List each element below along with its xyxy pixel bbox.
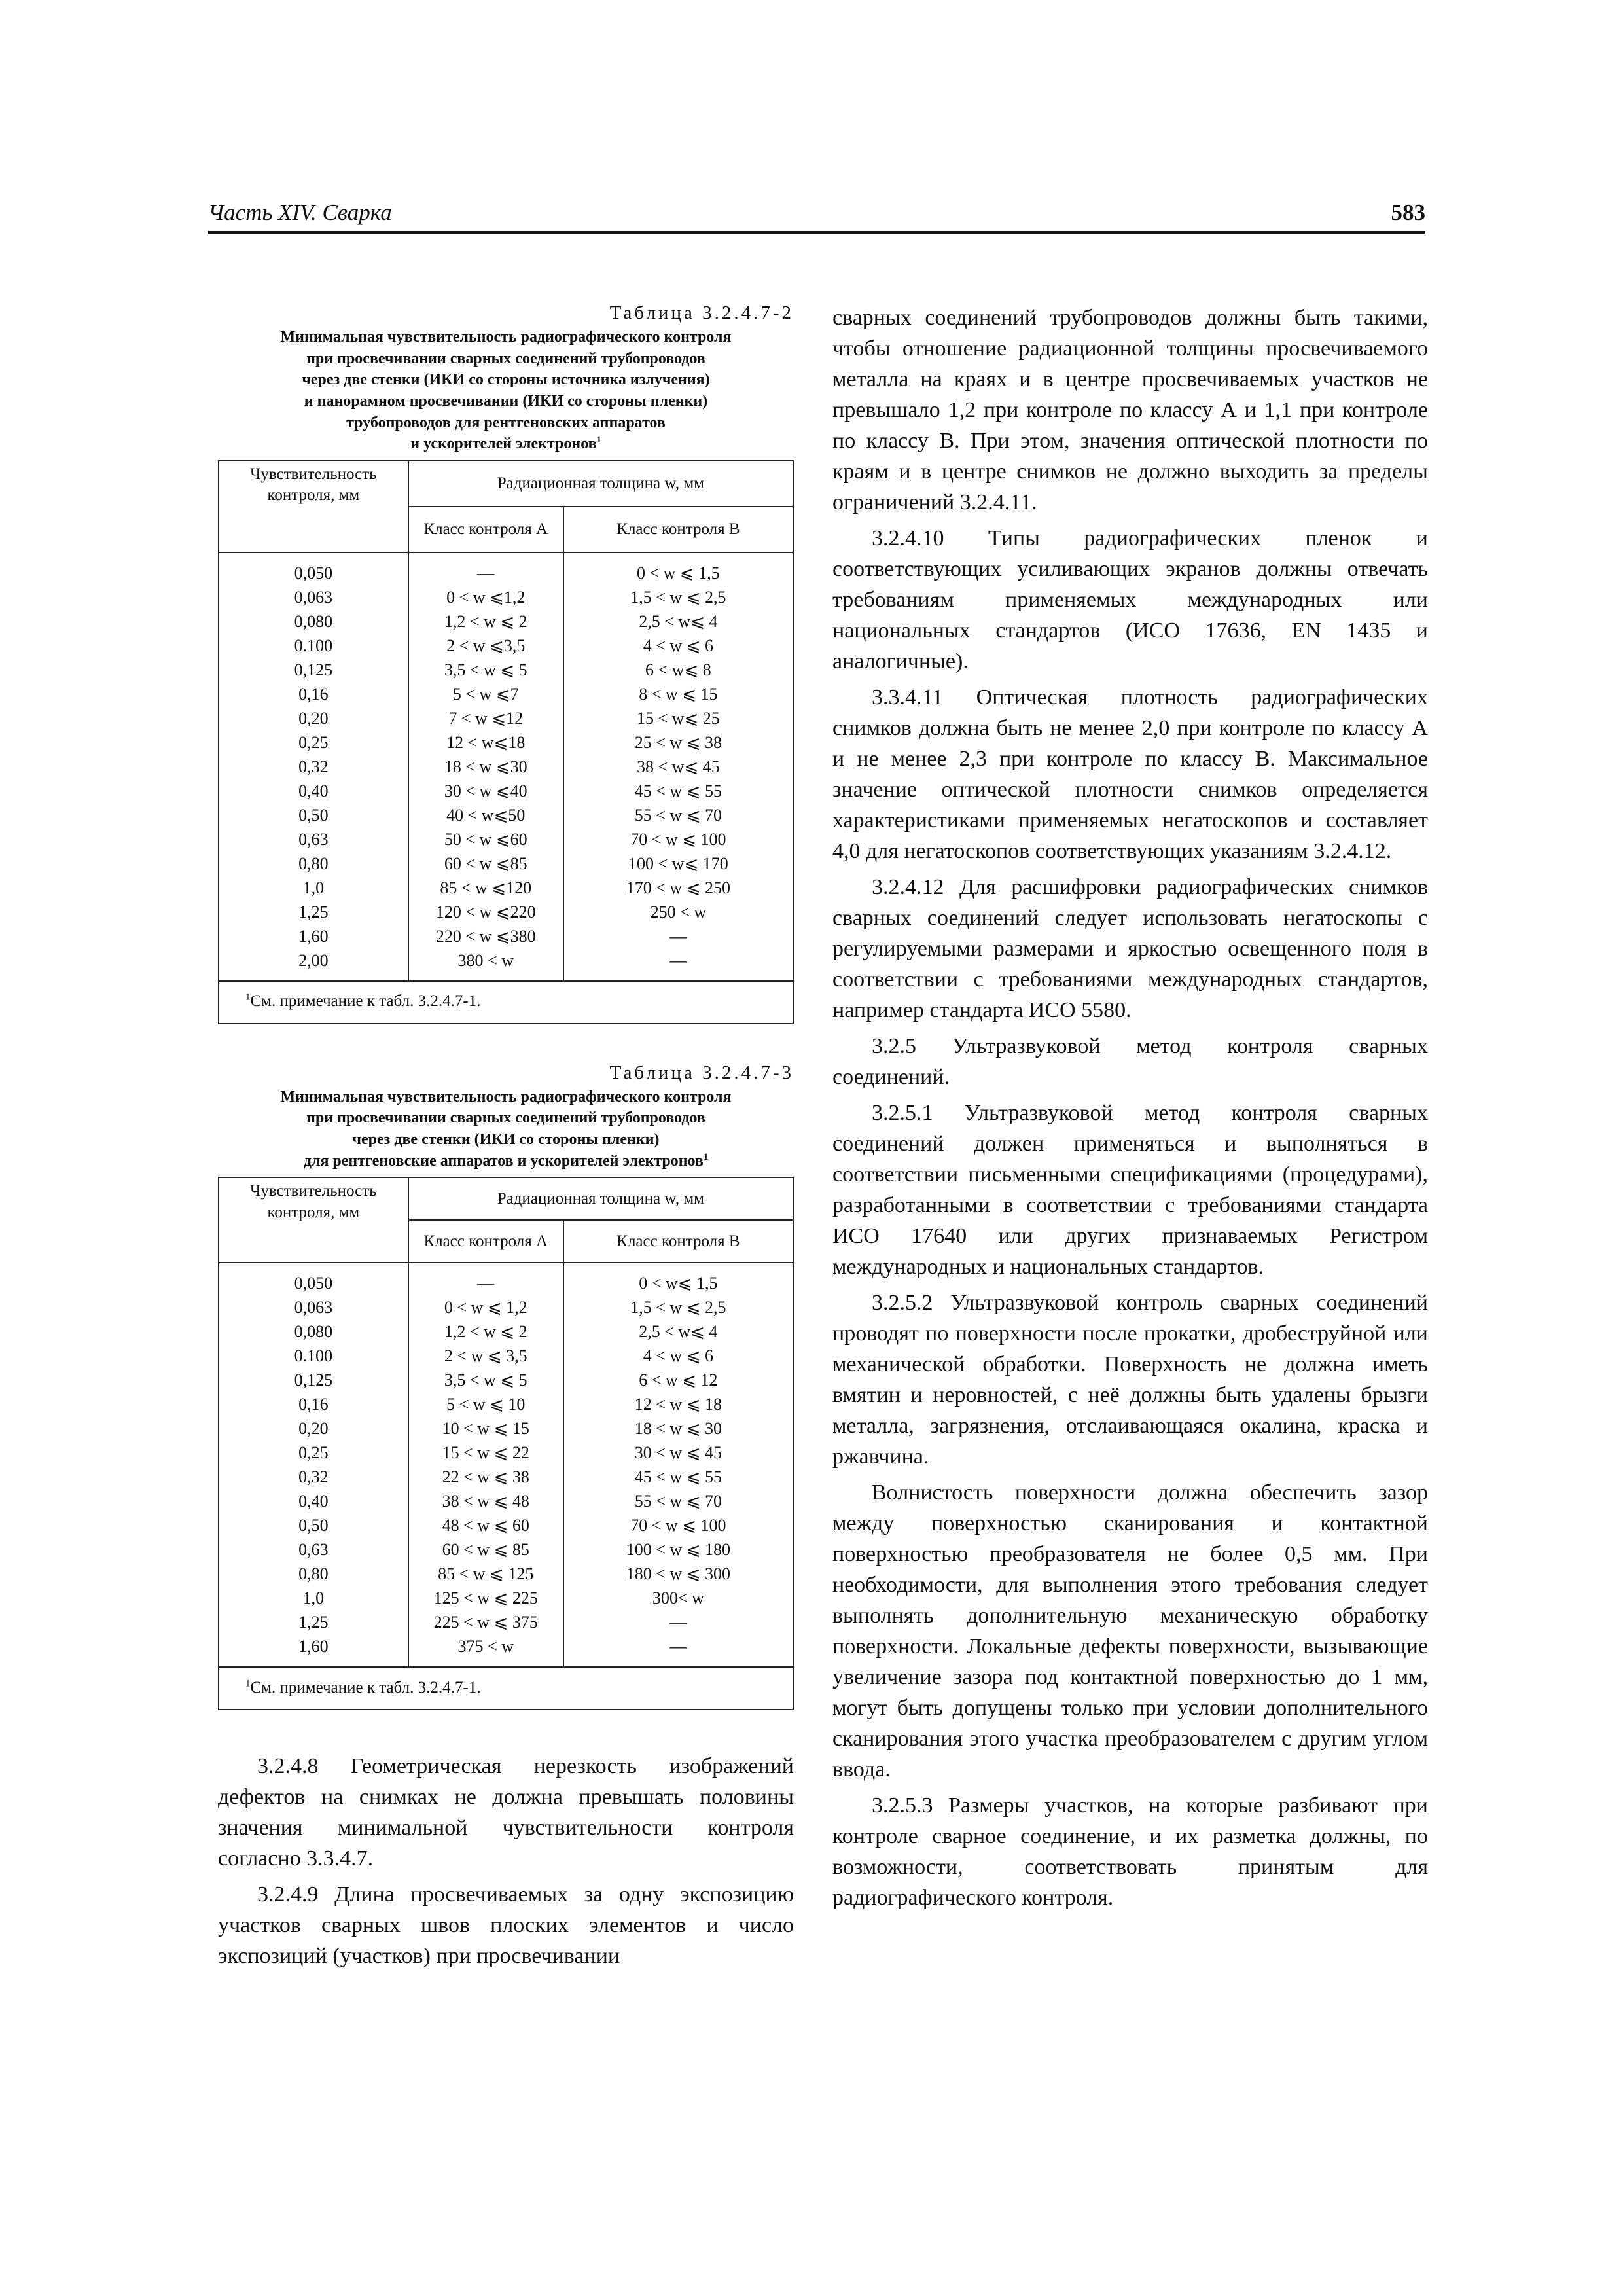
sensitivity-cell: 0,050 bbox=[219, 1263, 408, 1295]
header-thickness: Радиационная толщина w, мм bbox=[408, 1177, 793, 1220]
sensitivity-cell: 1,60 bbox=[219, 924, 408, 948]
class-b-cell: 6 < w ⩽ 12 bbox=[563, 1368, 793, 1392]
table-row bbox=[219, 803, 793, 827]
class-b-cell: 2,5 < w⩽ 4 bbox=[563, 1319, 793, 1344]
class-a-cell: 10 < w ⩽ 15 bbox=[408, 1416, 563, 1441]
table-row bbox=[219, 1392, 793, 1416]
class-a-cell: 85 < w ⩽ 125 bbox=[408, 1562, 563, 1586]
table-row bbox=[219, 1634, 793, 1667]
class-a-cell: 15 < w ⩽ 22 bbox=[408, 1441, 563, 1465]
table-row bbox=[219, 609, 793, 634]
table-row bbox=[219, 552, 793, 585]
paragraph: Волнистость поверхности должна обеспечить зазор между поверхностью сканирования и контактной поверхностью преобразователя не более 0,5 мм. При необходимости, для выполнения этого требования следует выполнять дополнительную механическую обработку поверхности. Локальные дефекты поверхности, вызывающие увеличение зазора под контактной поверхностью до 1 мм, могут быть допущены только при условии дополнительного сканирования этого участка преобразователем с другим углом ввода. bbox=[832, 1480, 1428, 1782]
class-a-cell: 0 < w ⩽1,2 bbox=[408, 585, 563, 609]
class-b-cell: 30 < w ⩽ 45 bbox=[563, 1441, 793, 1465]
class-b-cell: 6 < w⩽ 8 bbox=[563, 658, 793, 682]
table-row bbox=[219, 1562, 793, 1586]
class-a-cell: 40 < w⩽50 bbox=[408, 803, 563, 827]
class-a-cell: 38 < w ⩽ 48 bbox=[408, 1489, 563, 1513]
class-a-cell: 85 < w ⩽120 bbox=[408, 876, 563, 900]
class-a-cell: 0 < w ⩽ 1,2 bbox=[408, 1295, 563, 1319]
table-row bbox=[219, 948, 793, 981]
sensitivity-cell: 0,32 bbox=[219, 1465, 408, 1489]
sensitivity-cell: 0,63 bbox=[219, 827, 408, 852]
table-row bbox=[219, 1489, 793, 1513]
sensitivity-cell: 0,125 bbox=[219, 658, 408, 682]
sensitivity-cell: 0,32 bbox=[219, 755, 408, 779]
sensitivity-table bbox=[218, 1177, 794, 1710]
sensitivity-cell: 0.100 bbox=[219, 634, 408, 658]
table-row bbox=[219, 1441, 793, 1465]
table-footnote: $^1$См. примечание к табл. 3.2.4.7-1. bbox=[219, 1667, 793, 1710]
sensitivity-cell: 0,25 bbox=[219, 1441, 408, 1465]
sensitivity-cell: 0,80 bbox=[219, 852, 408, 876]
table-row bbox=[219, 1513, 793, 1537]
sensitivity-cell: 1,60 bbox=[219, 1634, 408, 1667]
table-row bbox=[219, 1537, 793, 1562]
class-a-cell: — bbox=[408, 552, 563, 585]
class-b-cell: 70 < w ⩽ 100 bbox=[563, 1513, 793, 1537]
class-a-cell: 225 < w ⩽ 375 bbox=[408, 1610, 563, 1634]
table-row bbox=[219, 706, 793, 730]
table-title: Минимальная чувствительность радиографического контроля при просвечивании сварных соединений трубопроводов через две стенки (ИКИ со стороны пленки) для рентгеновские аппаратов и ускорителей электронов$^1$ bbox=[280, 1088, 732, 1170]
table-row bbox=[219, 1319, 793, 1344]
sensitivity-cell: 0,40 bbox=[219, 1489, 408, 1513]
class-a-cell: 375 < w bbox=[408, 1634, 563, 1667]
class-a-cell: 18 < w ⩽30 bbox=[408, 755, 563, 779]
class-b-cell: 4 < w ⩽ 6 bbox=[563, 634, 793, 658]
paragraph: 3.3.4.11 Оптическая плотность радиографических снимков должна быть не менее 2,0 при контроле по классу А и не менее 2,3 при контроле по классу В. Максимальное значение оптической плотности снимков определяется характеристиками применяемых негатоскопов и составляет 4,0 для негатоскопов соответствующих указаниям 3.2.4.12. bbox=[832, 685, 1428, 863]
sensitivity-cell: 0,16 bbox=[219, 682, 408, 706]
paragraph: 3.2.5.3 Размеры участков, на которые разбивают при контроле сварное соединение, и их разметка должны, по возможности, соответствовать принятым для радиографического контроля. bbox=[832, 1793, 1428, 1910]
class-a-cell: 12 < w⩽18 bbox=[408, 730, 563, 755]
class-b-cell: 45 < w ⩽ 55 bbox=[563, 779, 793, 803]
sensitivity-cell: 0,080 bbox=[219, 1319, 408, 1344]
table-row bbox=[219, 634, 793, 658]
table-row bbox=[219, 585, 793, 609]
header-sensitivity: Чувствительность контроля, мм bbox=[219, 1177, 408, 1263]
table-row bbox=[219, 1416, 793, 1441]
class-b-cell: 0 < w⩽ 1,5 bbox=[563, 1263, 793, 1295]
table-row bbox=[219, 1295, 793, 1319]
paragraph: 3.2.4.9 Длина просвечиваемых за одну экспозицию участков сварных швов плоских элементов и число экспозиций (участков) при просвечивании bbox=[218, 1882, 794, 1969]
paragraph: 3.2.5.1 Ультразвуковой метод контроля сварных соединений должен применяться и выполняться в соответствии письменными спецификациями (процедурами), разработанными в соответствии с требованиями стандарта ИСО 17640 или других признаваемых Регистром международных и национальных стандартов. bbox=[832, 1101, 1428, 1279]
table-caption: Таблица 3.2.4.7-2 bbox=[609, 302, 794, 323]
table-row bbox=[219, 1610, 793, 1634]
class-b-cell: 300< w bbox=[563, 1586, 793, 1610]
header-sensitivity: Чувствительность контроля, мм bbox=[219, 461, 408, 552]
class-a-cell: 30 < w ⩽40 bbox=[408, 779, 563, 803]
sensitivity-cell: 0,80 bbox=[219, 1562, 408, 1586]
sensitivity-cell: 0,20 bbox=[219, 1416, 408, 1441]
class-a-cell: 5 < w ⩽ 10 bbox=[408, 1392, 563, 1416]
table-row bbox=[219, 1368, 793, 1392]
class-b-cell: 15 < w⩽ 25 bbox=[563, 706, 793, 730]
class-b-cell: 45 < w ⩽ 55 bbox=[563, 1465, 793, 1489]
header-thickness: Радиационная толщина w, мм bbox=[408, 461, 793, 507]
header-class-b: Класс контроля В bbox=[563, 1220, 793, 1263]
class-a-cell: 3,5 < w ⩽ 5 bbox=[408, 1368, 563, 1392]
class-a-cell: 2 < w ⩽ 3,5 bbox=[408, 1344, 563, 1368]
class-a-cell: 3,5 < w ⩽ 5 bbox=[408, 658, 563, 682]
class-b-cell: 100 < w ⩽ 180 bbox=[563, 1537, 793, 1562]
table-title: Минимальная чувствительность радиографического контроля при просвечивании сварных соединений трубопроводов через две стенки (ИКИ со стороны источника излучения) и панорамном просвечивании (ИКИ со стороны пленки) трубопроводов для рентгеновских аппаратов и ускорителей электронов$^1$ bbox=[280, 329, 732, 453]
sensitivity-cell: 0,050 bbox=[219, 552, 408, 585]
sensitivity-table bbox=[218, 460, 794, 1024]
table-row bbox=[219, 827, 793, 852]
class-b-cell: 1,5 < w ⩽ 2,5 bbox=[563, 585, 793, 609]
sensitivity-cell: 0,20 bbox=[219, 706, 408, 730]
sensitivity-cell: 1,25 bbox=[219, 900, 408, 924]
sensitivity-cell: 0,50 bbox=[219, 1513, 408, 1537]
paragraph: 3.2.4.10 Типы радиографических пленок и соответствующих усиливающих экранов должны отвечать требованиям применяемых международных или национальных стандартов (ИСО 17636, EN 1435 и аналогичные). bbox=[832, 526, 1428, 673]
class-b-cell: 12 < w ⩽ 18 bbox=[563, 1392, 793, 1416]
sensitivity-cell: 0,40 bbox=[219, 779, 408, 803]
sensitivity-cell: 0,50 bbox=[219, 803, 408, 827]
class-b-cell: 170 < w ⩽ 250 bbox=[563, 876, 793, 900]
table-row bbox=[219, 900, 793, 924]
sensitivity-cell: 0,063 bbox=[219, 585, 408, 609]
sensitivity-cell: 1,0 bbox=[219, 1586, 408, 1610]
table-row bbox=[219, 1465, 793, 1489]
class-b-cell: — bbox=[563, 1634, 793, 1667]
class-b-cell: 180 < w ⩽ 300 bbox=[563, 1562, 793, 1586]
class-b-cell: 8 < w ⩽ 15 bbox=[563, 682, 793, 706]
class-b-cell: 25 < w ⩽ 38 bbox=[563, 730, 793, 755]
table-row bbox=[219, 658, 793, 682]
sensitivity-cell: 0,63 bbox=[219, 1537, 408, 1562]
header-class-a: Класс контроля А bbox=[408, 1220, 563, 1263]
class-a-cell: 7 < w ⩽12 bbox=[408, 706, 563, 730]
table-row bbox=[219, 730, 793, 755]
right-column bbox=[832, 302, 1428, 1913]
class-a-cell: 50 < w ⩽60 bbox=[408, 827, 563, 852]
left-column bbox=[218, 302, 794, 1971]
table-row bbox=[219, 1586, 793, 1610]
class-b-cell: 100 < w⩽ 170 bbox=[563, 852, 793, 876]
class-b-cell: — bbox=[563, 924, 793, 948]
table-caption: Таблица 3.2.4.7-3 bbox=[609, 1062, 794, 1083]
table-body bbox=[219, 1263, 793, 1667]
table-row bbox=[219, 755, 793, 779]
class-b-cell: 250 < w bbox=[563, 900, 793, 924]
sensitivity-cell: 0,25 bbox=[219, 730, 408, 755]
class-a-cell: 22 < w ⩽ 38 bbox=[408, 1465, 563, 1489]
section-heading: 3.2.5 Ультразвуковой метод контроля сварных соединений. bbox=[832, 1034, 1428, 1089]
sensitivity-cell: 2,00 bbox=[219, 948, 408, 981]
sensitivity-cell: 1,0 bbox=[219, 876, 408, 900]
class-b-cell: 1,5 < w ⩽ 2,5 bbox=[563, 1295, 793, 1319]
class-b-cell: 55 < w ⩽ 70 bbox=[563, 1489, 793, 1513]
class-b-cell: 18 < w ⩽ 30 bbox=[563, 1416, 793, 1441]
class-a-cell: 1,2 < w ⩽ 2 bbox=[408, 609, 563, 634]
class-a-cell: 380 < w bbox=[408, 948, 563, 981]
class-a-cell: 220 < w ⩽380 bbox=[408, 924, 563, 948]
class-a-cell: 60 < w ⩽85 bbox=[408, 852, 563, 876]
running-title: Часть XIV. Сварка bbox=[208, 200, 392, 225]
class-a-cell: 120 < w ⩽220 bbox=[408, 900, 563, 924]
header-class-b: Класс контроля В bbox=[563, 507, 793, 552]
table-row bbox=[219, 876, 793, 900]
page-header bbox=[208, 200, 1425, 234]
class-a-cell: 125 < w ⩽ 225 bbox=[408, 1586, 563, 1610]
table-row bbox=[219, 924, 793, 948]
paragraph: сварных соединений трубопроводов должны быть такими, чтобы отношение радиационной толщины просвечиваемого металла на краях и в центре просвечиваемых участков не превышало 1,2 при контроле по классу А и 1,1 при контроле по классу В. При этом, значения оптической плотности по краям и в центре снимков не должно выходить за пределы ограничений 3.2.4.11. bbox=[832, 306, 1428, 514]
table-body bbox=[219, 552, 793, 981]
table-row bbox=[219, 1263, 793, 1295]
table-row bbox=[219, 682, 793, 706]
class-b-cell: 0 < w ⩽ 1,5 bbox=[563, 552, 793, 585]
class-a-cell: 2 < w ⩽3,5 bbox=[408, 634, 563, 658]
table-row bbox=[219, 779, 793, 803]
table-footnote: $^1$См. примечание к табл. 3.2.4.7-1. bbox=[219, 981, 793, 1024]
class-a-cell: 48 < w ⩽ 60 bbox=[408, 1513, 563, 1537]
class-b-cell: 38 < w⩽ 45 bbox=[563, 755, 793, 779]
class-b-cell: 55 < w ⩽ 70 bbox=[563, 803, 793, 827]
paragraph: 3.2.5.2 Ультразвуковой контроль сварных соединений проводят по поверхности после прокатки, дробеструйной или механической обработки. Поверхность не должна иметь вмятин и неровностей, с неё должны быть удалены брызги металла, загрязнения, отслаивающаяся окалина, краска и ржавчина. bbox=[832, 1291, 1428, 1469]
sensitivity-cell: 0,16 bbox=[219, 1392, 408, 1416]
class-a-cell: 60 < w ⩽ 85 bbox=[408, 1537, 563, 1562]
class-b-cell: 70 < w ⩽ 100 bbox=[563, 827, 793, 852]
header-class-a: Класс контроля А bbox=[408, 507, 563, 552]
class-b-cell: — bbox=[563, 1610, 793, 1634]
class-a-cell: 1,2 < w ⩽ 2 bbox=[408, 1319, 563, 1344]
sensitivity-cell: 0.100 bbox=[219, 1344, 408, 1368]
paragraph: 3.2.4.12 Для расшифровки радиографических снимков сварных соединений следует использовать негатоскопы с регулируемыми размерами и яркостью освещенного поля в соответствии с требованиями международных стандартов, например стандарта ИСО 5580. bbox=[832, 875, 1428, 1022]
table-row bbox=[219, 1344, 793, 1368]
sensitivity-cell: 1,25 bbox=[219, 1610, 408, 1634]
sensitivity-cell: 0,063 bbox=[219, 1295, 408, 1319]
class-b-cell: 4 < w ⩽ 6 bbox=[563, 1344, 793, 1368]
page-number: 583 bbox=[1391, 200, 1425, 225]
class-b-cell: — bbox=[563, 948, 793, 981]
class-a-cell: 5 < w ⩽7 bbox=[408, 682, 563, 706]
sensitivity-cell: 0,125 bbox=[219, 1368, 408, 1392]
table-row bbox=[219, 852, 793, 876]
sensitivity-cell: 0,080 bbox=[219, 609, 408, 634]
paragraph: 3.2.4.8 Геометрическая нерезкость изображений дефектов на снимках не должна превышать половины значения минимальной чувствительности контроля согласно 3.3.4.7. bbox=[218, 1754, 794, 1871]
class-a-cell: — bbox=[408, 1263, 563, 1295]
class-b-cell: 2,5 < w⩽ 4 bbox=[563, 609, 793, 634]
left-body-text bbox=[218, 1751, 794, 1971]
